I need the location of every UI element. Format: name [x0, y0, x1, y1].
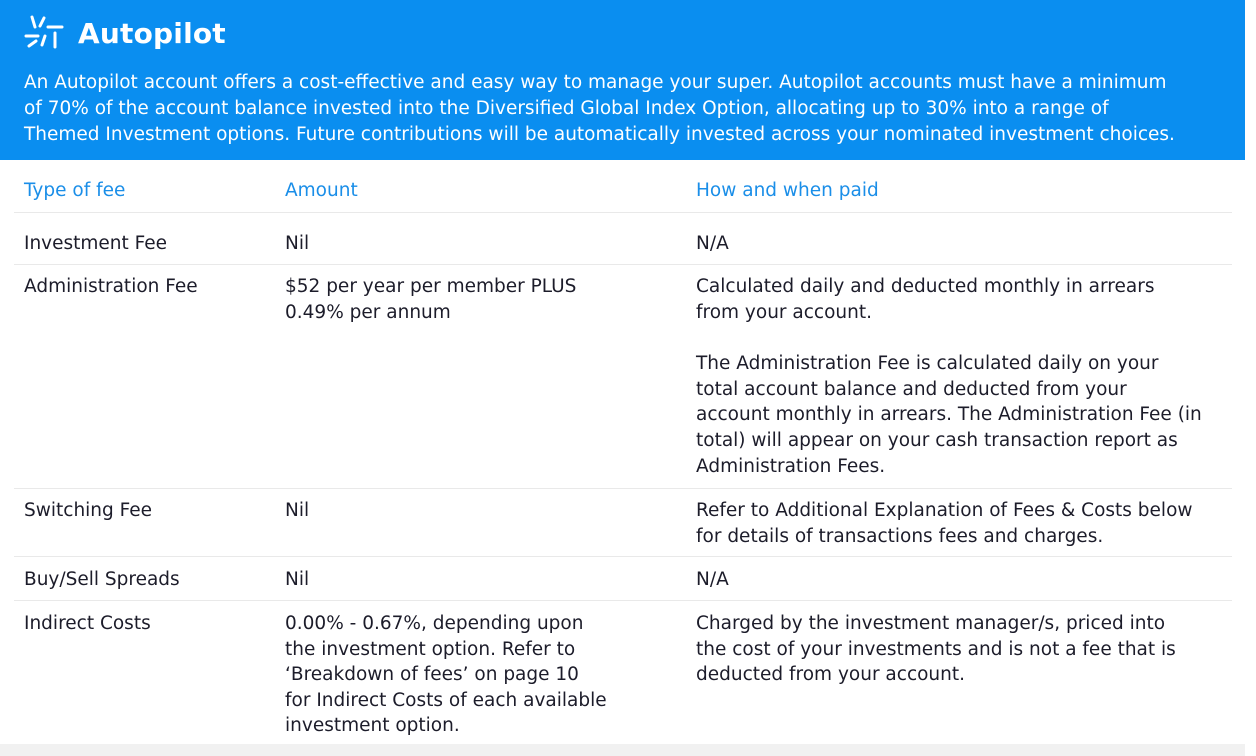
table-row [14, 274, 1232, 489]
fee-how-paid: N/A [696, 569, 729, 590]
fee-amount: Nil [285, 233, 310, 254]
table-row [14, 498, 1232, 557]
table-row [14, 567, 1232, 601]
fee-type: Switching Fee [24, 500, 153, 521]
header-type-of-fee: Type of fee [24, 180, 126, 201]
header-how-and-when-paid: How and when paid [696, 180, 879, 201]
fee-how-paid: Charged by the investment manager/s, priced into the cost of your investments and is not a fee that is deducted from your account. [696, 613, 1176, 686]
autopilot-banner [0, 0, 1245, 160]
header-amount: Amount [285, 180, 358, 201]
table-header-row [14, 178, 1232, 213]
fee-how-paid: N/A [696, 233, 729, 254]
bottom-divider [0, 744, 1245, 756]
fee-type: Investment Fee [24, 233, 168, 254]
fee-amount: 0.00% - 0.67%, depending upon the investment option. Refer to ‘Breakdown of fees’ on page 10 for Indirect Costs of each available investment option. [285, 613, 607, 737]
banner-description-line: An Autopilot account offers a cost-effective and easy way to manage your super. Autopilot accounts must have a minimum [24, 72, 1167, 93]
banner-title-row [24, 14, 226, 54]
banner-title: Autopilot [78, 17, 226, 50]
banner-description-line: Themed Investment options. Future contributions will be automatically invested across your nominated investment choices. [24, 124, 1175, 145]
fee-how-paid: Calculated daily and deducted monthly in arrears from your account. The Administration Fee is calculated daily on your total account balance and deducted from your account monthly in arrears. The Administration Fee (in total) will appear on your cash transaction report as Administration Fees. [696, 276, 1202, 477]
autopilot-burst-icon [24, 14, 70, 54]
fee-amount: Nil [285, 569, 310, 590]
fee-type: Indirect Costs [24, 613, 151, 634]
table-row [14, 611, 1232, 743]
banner-description-line: of 70% of the account balance invested into the Diversified Global Index Option, allocating up to 30% into a range of [24, 98, 1109, 119]
fee-type: Buy/Sell Spreads [24, 569, 180, 590]
banner-description [24, 70, 1236, 148]
fee-type: Administration Fee [24, 276, 198, 297]
right-margin [1245, 0, 1256, 756]
fee-amount: Nil [285, 500, 310, 521]
fee-how-paid: Refer to Additional Explanation of Fees & Costs below for details of transactions fees and charges. [696, 500, 1193, 547]
fee-amount: $52 per year per member PLUS 0.49% per annum [285, 276, 577, 323]
table-row [14, 231, 1232, 265]
